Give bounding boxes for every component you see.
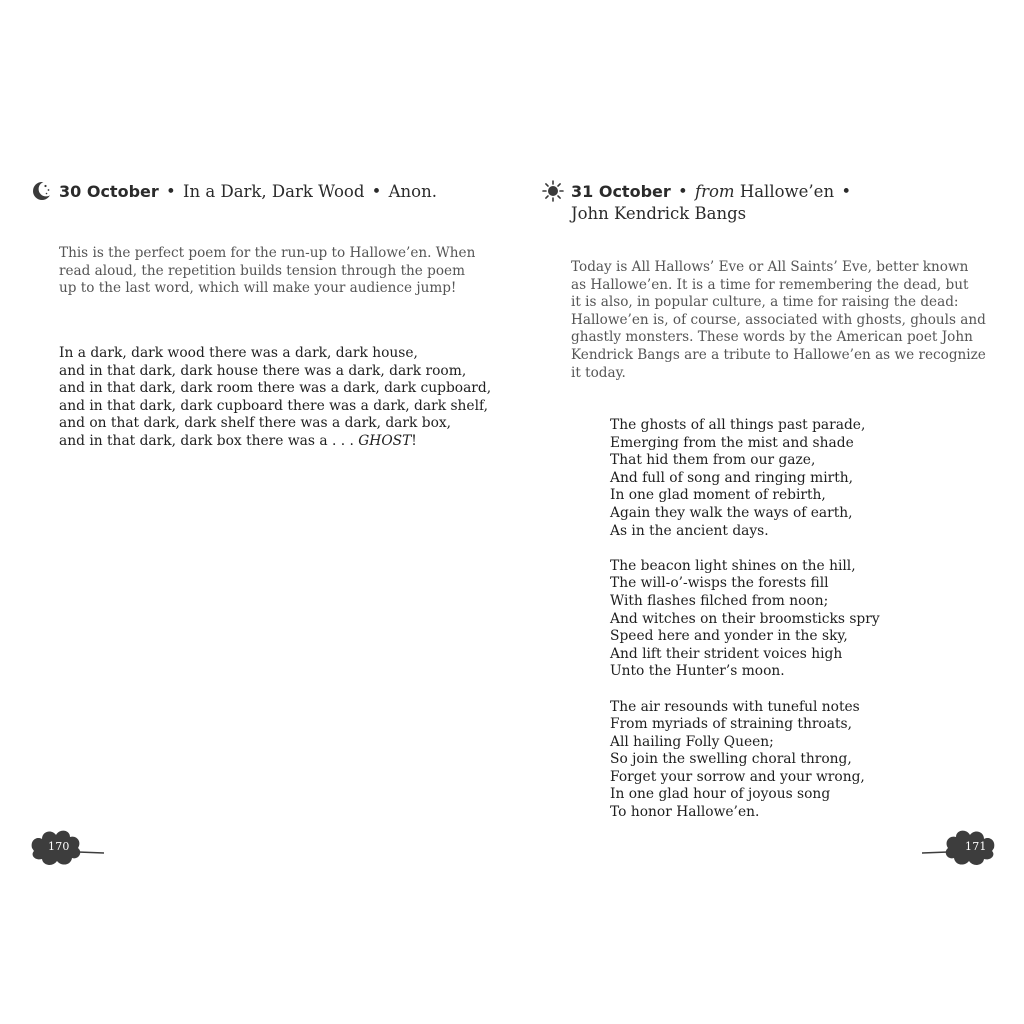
intro-line: as Hallowe’en. It is a time for remembering the dead, but	[571, 276, 969, 293]
right-heading: 31 October • from Hallowe’en •	[571, 182, 852, 201]
page-number-leaf-right	[920, 826, 998, 868]
poem-line: All hailing Folly Queen;	[610, 733, 774, 750]
crescent-moon-icon	[32, 181, 52, 201]
page-number-leaf-left	[28, 826, 106, 868]
poem-line: In one glad hour of joyous song	[610, 786, 831, 803]
stanza	[610, 699, 880, 822]
poem-line: And lift their strident voices high	[610, 645, 843, 662]
poem-line: In a dark, dark wood there was a dark, dark house,	[59, 345, 418, 361]
intro-line: Hallowe’en is, of course, associated with ghosts, ghouls and	[571, 311, 986, 328]
left-heading-title: In a Dark, Dark Wood	[183, 182, 365, 201]
poem-line: From myriads of straining throats,	[610, 716, 852, 733]
right-heading-title: Hallowe’en	[739, 182, 835, 201]
page-number-right: 171	[965, 840, 987, 853]
poem-line: That hid them from our gaze,	[610, 452, 816, 469]
poem-line: Unto the Hunter’s moon.	[610, 663, 785, 680]
right-page	[512, 0, 1024, 1024]
poem-line: Forget your sorrow and your wrong,	[610, 768, 865, 785]
poem-line: The will-o’-wisps the forests fill	[610, 575, 829, 592]
page-number-left: 170	[48, 840, 70, 853]
poem-line: So join the swelling choral throng,	[610, 751, 852, 768]
intro-line: read aloud, the repetition builds tension through the poem	[59, 262, 465, 279]
poem-line: Emerging from the mist and shade	[610, 434, 854, 451]
left-intro	[59, 245, 479, 298]
poem-line: Speed here and yonder in the sky,	[610, 628, 848, 645]
intro-line: it is also, in popular culture, a time for raising the dead:	[571, 294, 959, 311]
stanza	[610, 558, 880, 681]
left-poem	[59, 345, 491, 451]
intro-line: it today.	[571, 364, 626, 381]
poem-last-line	[59, 433, 491, 451]
poem-line: And witches on their broomsticks spry	[610, 610, 880, 627]
left-heading: 30 October • In a Dark, Dark Wood • Anon.	[59, 182, 437, 201]
stanza	[610, 417, 880, 540]
poem-line: With flashes filched from noon;	[610, 592, 829, 609]
intro-line: Today is All Hallows’ Eve or All Saints’ Eve, better known	[571, 259, 969, 275]
poem-line: and in that dark, dark house there was a dark, dark room,	[59, 362, 467, 379]
poem-last-after: !	[411, 432, 417, 449]
sun-icon	[542, 180, 564, 202]
right-poem	[610, 417, 880, 822]
poem-line: As in the ancient days.	[610, 522, 769, 539]
intro-line: This is the perfect poem for the run-up to Hallowe’en. When	[59, 245, 476, 261]
poem-line: Again they walk the ways of earth,	[610, 504, 853, 521]
intro-line: Kendrick Bangs are a tribute to Hallowe’en as we recognize	[571, 346, 986, 363]
right-heading-author: John Kendrick Bangs	[571, 204, 747, 223]
poem-line: The air resounds with tuneful notes	[610, 698, 860, 715]
left-heading-date: 30 October	[59, 182, 159, 201]
intro-line: up to the last word, which will make your audience jump!	[59, 280, 457, 297]
right-intro	[571, 259, 991, 382]
poem-line: and in that dark, dark cupboard there was a dark, dark shelf,	[59, 397, 488, 414]
right-heading-date: 31 October	[571, 182, 671, 201]
poem-line: The ghosts of all things past parade,	[610, 417, 866, 433]
poem-line: To honor Hallowe’en.	[610, 804, 760, 821]
left-heading-author: Anon.	[388, 182, 437, 201]
poem-line: and in that dark, dark room there was a dark, dark cupboard,	[59, 380, 492, 397]
poem-line: The beacon light shines on the hill,	[610, 557, 856, 574]
poem-line: In one glad moment of rebirth,	[610, 487, 826, 504]
poem-line: And full of song and ringing mirth,	[610, 469, 854, 486]
poem-last-before: and in that dark, dark box there was a . . .	[59, 432, 359, 449]
right-heading-prefix: from	[695, 182, 735, 201]
poem-emphasis: GHOST	[358, 432, 412, 449]
intro-line: ghastly monsters. These words by the American poet John	[571, 329, 973, 346]
poem-line: and on that dark, dark shelf there was a dark, dark box,	[59, 415, 452, 432]
